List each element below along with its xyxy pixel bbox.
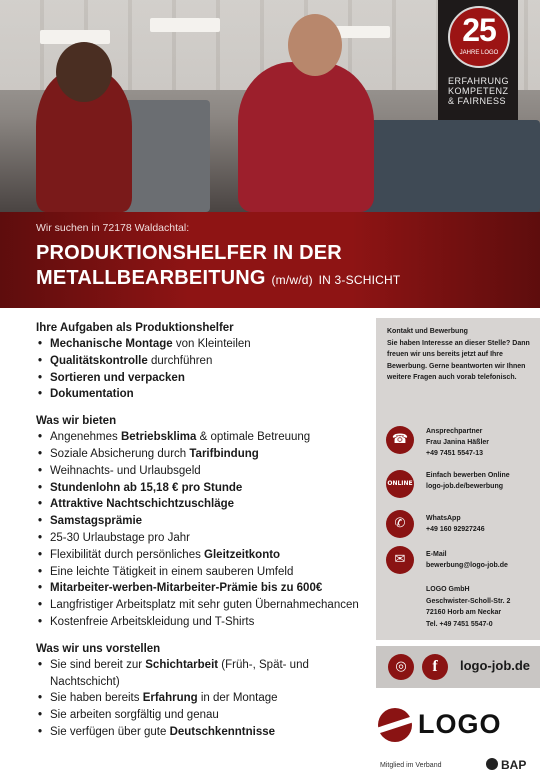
contact-text: Sie haben Interesse an dieser Stelle? Dann freuen wir uns bereits jetzt auf Ihre Bewerbung. Gerne beantworten wir Ihnen weitere Fragen auch vorab telefonisch. <box>387 339 530 381</box>
whatsapp-number[interactable]: +49 160 92927246 <box>426 526 485 534</box>
email-contact[interactable] <box>386 546 536 576</box>
job-description <box>36 320 366 741</box>
badge-slogan <box>448 76 509 106</box>
worker-man <box>238 62 374 212</box>
address-line: Geschwister-Scholl-Str. 2 <box>426 597 511 605</box>
badge-number: 25 <box>462 12 496 48</box>
logo-mark <box>378 708 412 742</box>
list-item: • Dokumentation <box>36 386 366 403</box>
worker-woman-head <box>56 42 112 102</box>
slogan-line: & FAIRNESS <box>448 96 507 106</box>
email-label: E-Mail <box>426 551 447 558</box>
whatsapp-label: WhatsApp <box>426 515 461 522</box>
ceiling-light <box>150 18 220 32</box>
phone-contact[interactable] <box>386 426 536 460</box>
job-title-main: METALLBEARBEITUNG <box>36 267 266 289</box>
online-url[interactable]: logo-job.de/bewerbung <box>426 483 503 491</box>
list-item: • Sie verfügen über gute Deutschkenntnisse <box>36 724 366 741</box>
bap-logo <box>486 758 526 772</box>
bap-mark <box>486 758 498 770</box>
job-title-line1: PRODUKTIONSHELFER IN DER <box>36 242 342 264</box>
list-item: • Sie haben bereits Erfahrung in der Montage <box>36 690 366 707</box>
logo-wordmark: LOGO <box>418 709 502 739</box>
facebook-icon[interactable]: f <box>422 654 448 680</box>
online-text <box>426 470 540 492</box>
badge-circle <box>448 6 510 68</box>
ceiling-light <box>40 30 110 44</box>
bap-text: BAP <box>501 758 527 772</box>
list-item: • Sie sind bereit zur Schichtarbeit (Früh-, Spät- und Nachtschicht) <box>36 657 366 691</box>
company-address <box>426 584 510 630</box>
online-badge-icon: ONLINE <box>386 470 414 498</box>
contact-sidebar <box>376 318 540 640</box>
anniversary-badge <box>438 0 518 120</box>
online-label: Einfach bewerben Online <box>426 472 510 479</box>
list-item: • Mitarbeiter-werben-Mitarbeiter-Prämie bis zu 600€ <box>36 580 366 597</box>
address-line: LOGO GmbH <box>426 586 470 593</box>
contact-intro <box>387 326 535 384</box>
list-item: • Angenehmes Betriebsklima & optimale Betreuung <box>36 429 366 446</box>
instagram-icon[interactable]: ◎ <box>388 654 414 680</box>
machine <box>360 120 540 212</box>
phone-label: Ansprechpartner <box>426 428 483 435</box>
tasks-list <box>36 336 366 403</box>
list-item: • Eine leichte Tätigkeit in einem sauberen Umfeld <box>36 564 366 581</box>
slogan-line: ERFAHRUNG <box>448 76 510 86</box>
badge-subline: JAHRE LOGO <box>459 50 499 56</box>
worker-man-head <box>288 14 342 76</box>
list-item: • Flexibilität durch persönliches Gleitzeitkonto <box>36 547 366 564</box>
contact-title: Kontakt und Bewerbung <box>387 328 468 335</box>
company-logo <box>376 704 536 744</box>
online-apply[interactable] <box>386 470 536 506</box>
phone-text <box>426 426 540 460</box>
machine <box>120 100 210 212</box>
job-title-line2 <box>36 267 400 290</box>
address-line: 72160 Horb am Neckar <box>426 609 502 616</box>
phone-number[interactable]: +49 7451 5547-13 <box>426 450 484 458</box>
slogan-line: KOMPETENZ <box>448 86 509 96</box>
email-address[interactable]: bewerbung@logo-job.de <box>426 562 508 570</box>
job-intro: Wir suchen in 72178 Waldachtal: <box>36 222 190 234</box>
list-item: • Weihnachts- und Urlaubsgeld <box>36 463 366 480</box>
list-item: • Langfristiger Arbeitsplatz mit sehr guten Übernahmechancen <box>36 597 366 614</box>
whatsapp-contact[interactable] <box>386 510 536 540</box>
job-title-shift: IN 3-SCHICHT <box>318 273 401 287</box>
list-item: • 25-30 Urlaubstage pro Jahr <box>36 530 366 547</box>
social-bar <box>376 646 540 688</box>
profile-list <box>36 657 366 741</box>
title-band <box>0 212 540 308</box>
list-item: • Qualitätskontrolle durchführen <box>36 353 366 370</box>
website-link[interactable]: logo-job.de <box>460 658 531 673</box>
list-item: • Sie arbeiten sorgfältig und genau <box>36 707 366 724</box>
list-item: • Attraktive Nachtschichtzuschläge <box>36 496 366 513</box>
address-line: Tel. +49 7451 5547-0 <box>426 620 493 628</box>
membership-note: Mitglied im Verband <box>380 762 442 769</box>
contact-person: Frau Janina Häßler <box>426 439 490 447</box>
whatsapp-icon: ✆ <box>386 510 414 538</box>
profile-heading: Was wir uns vorstellen <box>36 642 161 655</box>
list-item: • Mechanische Montage von Kleinteilen <box>36 336 366 353</box>
job-title-gender: (m/w/d) <box>271 273 313 287</box>
list-item: • Stundenlohn ab 15,18 € pro Stunde <box>36 480 366 497</box>
list-item: • Kostenfreie Arbeitskleidung und T-Shirts <box>36 614 366 631</box>
offer-heading: Was wir bieten <box>36 415 117 428</box>
list-item: • Soziale Absicherung durch Tarifbindung <box>36 446 366 463</box>
list-item: • Samstagsprämie <box>36 513 366 530</box>
list-item: • Sortieren und verpacken <box>36 370 366 387</box>
tasks-heading: Ihre Aufgaben als Produktionshelfer <box>36 322 234 334</box>
whatsapp-text <box>426 513 540 535</box>
mail-icon: ✉ <box>386 546 414 574</box>
phone-icon: ☎ <box>386 426 414 454</box>
offer-list <box>36 429 366 631</box>
email-text <box>426 549 540 571</box>
